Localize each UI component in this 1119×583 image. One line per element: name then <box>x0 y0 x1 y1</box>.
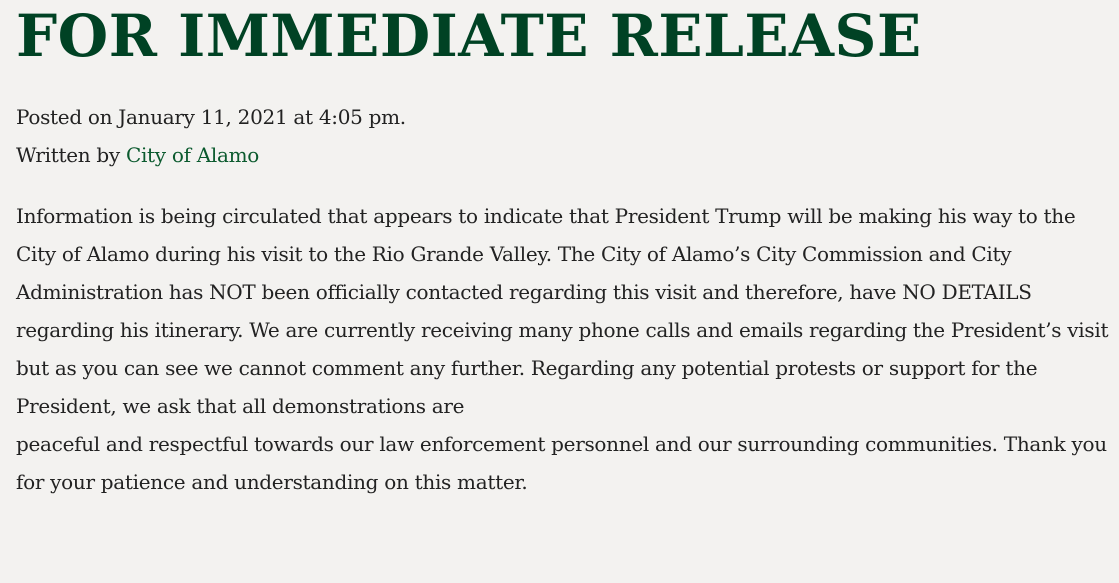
written-by-line <box>16 136 406 174</box>
posted-prefix: Posted on <box>16 105 119 129</box>
article-body <box>16 197 1111 501</box>
author-link[interactable]: City of Alamo <box>125 143 260 167</box>
body-paragraph: peaceful and respectful towards our law enforcement personnel and our surrounding communities. Thank you for your patience and understanding on this matter. <box>16 432 1107 494</box>
written-prefix: Written by <box>16 143 126 167</box>
posted-date: January 11, 2021 at 4:05 pm. <box>118 105 406 129</box>
body-paragraph: Information is being circulated that appears to indicate that President Trump will be making his way to the City of Alamo during his visit to the Rio Grande Valley. The City of Alamo’s City Commission and City Administration has NOT been officially contacted regarding this visit and therefore, have NO DETAILS regarding his itinerary. We are currently receiving many phone calls and emails regarding the President’s visit but as you can see we cannot comment any further. Regarding any potential protests or support for the President, we ask that all demonstrations are <box>16 204 1109 418</box>
posted-line <box>16 98 406 136</box>
post-meta <box>16 98 406 174</box>
page-title: FOR IMMEDIATE RELEASE <box>16 2 922 70</box>
